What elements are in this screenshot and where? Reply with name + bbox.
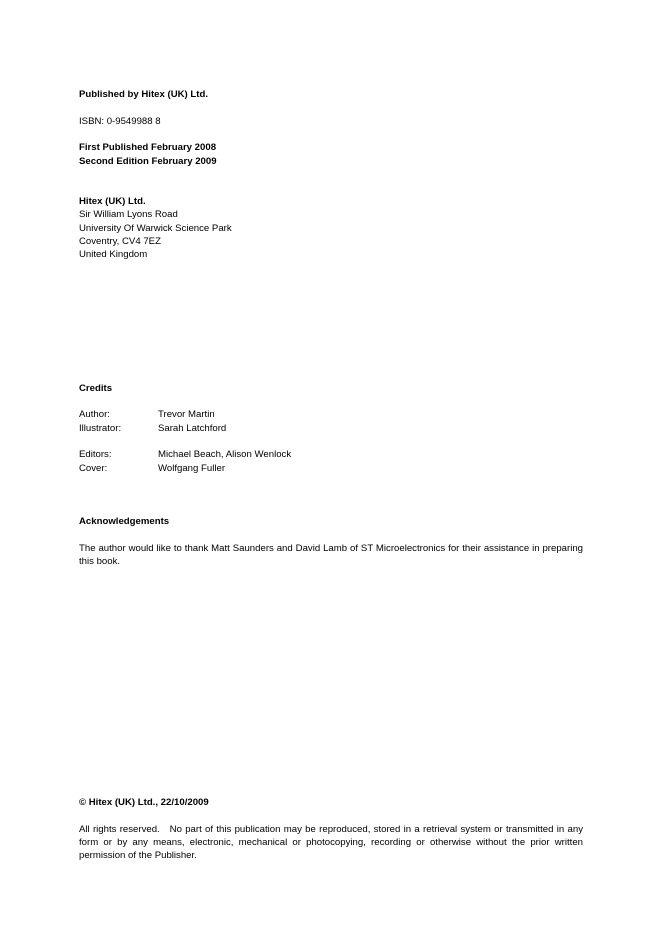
credit-label-cover: Cover: [79, 463, 108, 474]
published-by: Published by Hitex (UK) Ltd. [79, 89, 208, 100]
credits-heading: Credits [79, 383, 113, 394]
acknowledgements-heading: Acknowledgements [79, 516, 170, 527]
second-edition: Second Edition February 2009 [79, 156, 217, 167]
address-line: University Of Warwick Science Park [79, 223, 232, 234]
credit-value-author: Trevor Martin [158, 409, 215, 420]
first-published: First Published February 2008 [79, 142, 217, 153]
address-line: United Kingdom [79, 249, 148, 260]
isbn: ISBN: 0-9549988 8 [79, 116, 161, 127]
address-line: Coventry, CV4 7EZ [79, 236, 161, 247]
copyright-heading: © Hitex (UK) Ltd., 22/10/2009 [79, 797, 209, 808]
credit-value-illustrator: Sarah Latchford [158, 423, 227, 434]
address-company: Hitex (UK) Ltd. [79, 196, 146, 207]
acknowledgements-text: The author would like to thank Matt Saunders and David Lamb of ST Microelectronics for their assistance in preparing this book. [79, 543, 583, 567]
credit-label-author: Author: [79, 409, 110, 420]
credit-label-editors: Editors: [79, 449, 112, 460]
copyright-text: All rights reserved. No part of this publication may be reproduced, stored in a retrieval system or transmitted in any form or by any means, electronic, mechanical or photocopying, recording or otherwise without the prior written permission of the Publisher. [79, 824, 586, 861]
address-line: Sir William Lyons Road [79, 209, 178, 220]
credit-value-editors: Michael Beach, Alison Wenlock [158, 449, 292, 460]
credit-label-illustrator: Illustrator: [79, 423, 122, 434]
credit-value-cover: Wolfgang Fuller [158, 463, 226, 474]
